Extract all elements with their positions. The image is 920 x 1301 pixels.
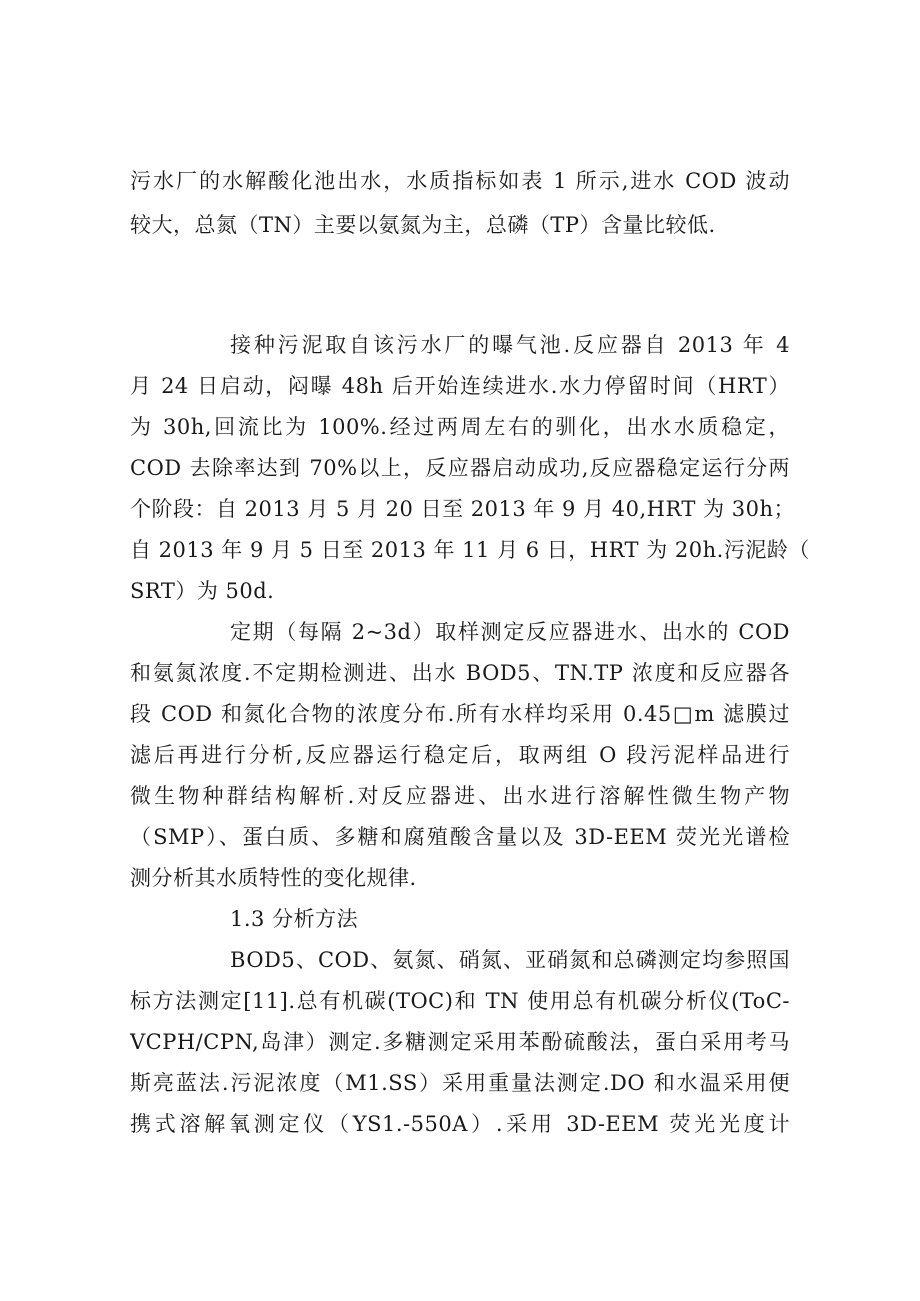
sampling-line-2: 和氨氮浓度.不定期检测进、出水 BOD5、TN.TP 浓度和反应器各 xyxy=(130,661,790,685)
methods-line-2: 标方法测定[11].总有机碳(TOC)和 TN 使用总有机碳分析仪(ToC- xyxy=(130,989,790,1013)
inoculum-line-3: 为 30h,回流比为 100%.经过两周左右的驯化，出水水质稳定， xyxy=(130,415,790,439)
methods-line-1: BOD5、COD、氨氮、硝氮、亚硝氮和总磷测定均参照国 xyxy=(230,948,790,972)
inoculum-line-4: COD 去除率达到 70%以上，反应器启动成功,反应器稳定运行分两 xyxy=(130,456,790,480)
intro-line-1: 污水厂的水解酸化池出水，水质指标如表 1 所示,进水 COD 波动 xyxy=(130,169,790,193)
inoculum-line-2: 月 24 日启动，闷曝 48h 后开始连续进水.水力停留时间（HRT） xyxy=(130,374,790,398)
sampling-line-5: 微生物种群结构解析.对反应器进、出水进行溶解性微生物产物 xyxy=(130,784,790,808)
inoculum-line-5: 个阶段：自 2013 月 5 月 20 日至 2013 年 9 月 40,HRT 为 30h； xyxy=(130,497,796,521)
sampling-line-4: 滤后再进行分析,反应器运行稳定后，取两组 O 段污泥样品进行 xyxy=(130,743,790,767)
inoculum-line-6: 自 2013 年 9 月 5 日至 2013 年 11 月 6 日，HRT 为 20h.污泥龄（ xyxy=(130,538,810,562)
sampling-line-3: 段 COD 和氮化合物的浓度分布.所有水样均采用 0.45□m 滤膜过 xyxy=(130,702,790,726)
intro-line-2: 较大，总氮（TN）主要以氨氮为主，总磷（TP）含量比较低. xyxy=(130,213,716,237)
sampling-line-6: （SMP）、蛋白质、多糖和腐殖酸含量以及 3D-EEM 荧光光谱检 xyxy=(130,825,790,849)
methods-line-4: 斯亮蓝法.污泥浓度（M1.SS）采用重量法测定.DO 和水温采用便 xyxy=(130,1071,790,1095)
methods-line-5: 携式溶解氧测定仪（YS1.-550A）.采用 3D-EEM 荧光光度计 xyxy=(130,1112,790,1136)
sampling-line-1: 定期（每隔 2~3d）取样测定反应器进水、出水的 COD xyxy=(230,620,790,644)
methods-line-3: VCPH/CPN,岛津）测定.多糖测定采用苯酚硫酸法，蛋白采用考马 xyxy=(130,1030,790,1054)
section-heading: 1.3 分析方法 xyxy=(230,907,359,931)
inoculum-line-1: 接种污泥取自该污水厂的曝气池.反应器自 2013 年 4 xyxy=(230,333,790,357)
inoculum-line-7: SRT）为 50d. xyxy=(130,579,275,603)
sampling-line-7: 测分析其水质特性的变化规律. xyxy=(130,866,417,890)
